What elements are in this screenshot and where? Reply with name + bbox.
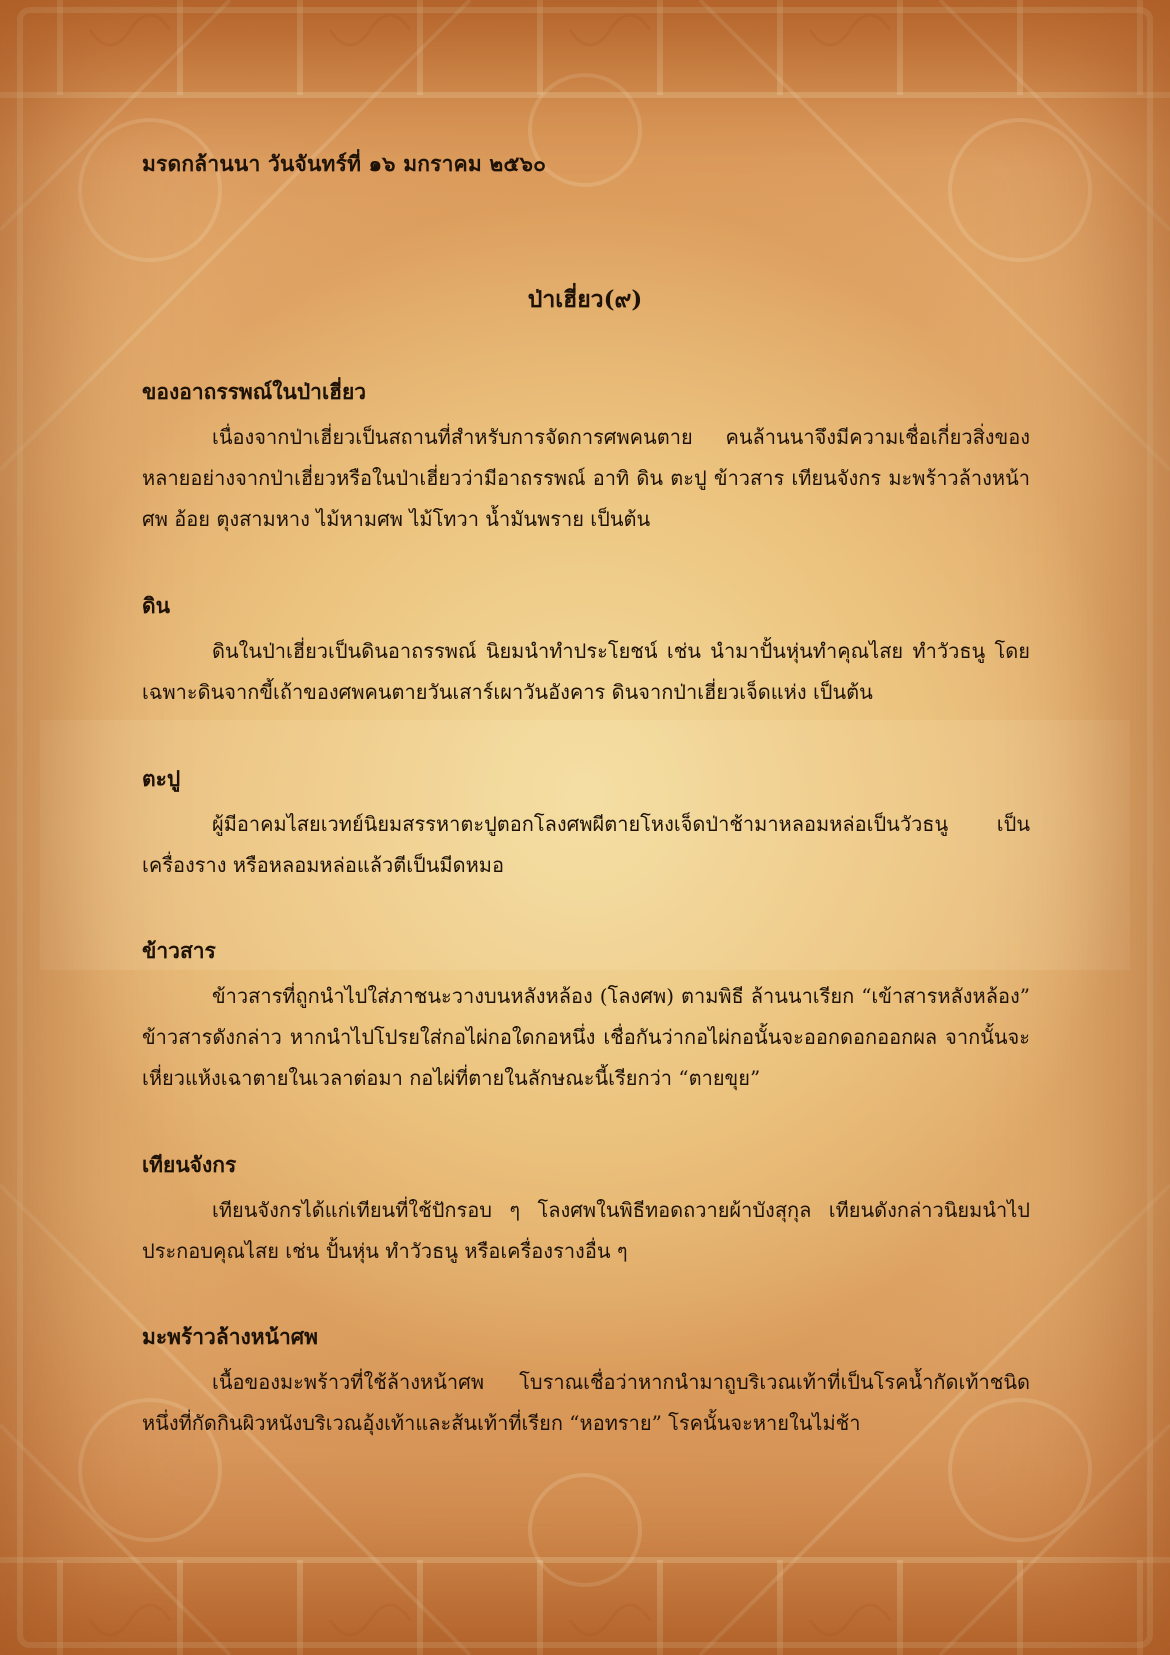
section-nail — [142, 764, 1030, 886]
section-body: ผู้มีอาคมไสยเวทย์นิยมสรรหาตะปูตอกโลงศพผีตายโหงเจ็ดป่าช้ามาหลอมหล่อเป็นวัวธนู เป็นเครื่องราง หรือหลอมหล่อแล้วตีเป็นมีดหมอ — [142, 812, 1030, 877]
section-heading: ดิน — [142, 593, 170, 618]
section-body: ข้าวสารที่ถูกนำไปใส่ภาชนะวางบนหลังหล้อง (โลงศพ) ตามพิธี ล้านนาเรียก “เข้าสารหลังหล้อง” ข้าวสารดังกล่าว หากนำไปโปรยใส่กอไผ่กอใดกอหนึ่ง เชื่อกันว่ากอไผ่กอนั้นจะออกดอกออกผล จากนั้นจะเหี่ยวแห้งเฉาตายในเวลาต่อมา กอไผ่ที่ตายในลักษณะนี้เรียกว่า “ตายขุย” — [142, 984, 1030, 1090]
header-date-line: มรดกล้านนา วันจันทร์ที่ ๑๖ มกราคม ๒๕๖๐ — [142, 151, 547, 176]
section-heading: มะพร้าวล้างหน้าศพ — [142, 1324, 318, 1349]
section-body: เนื่องจากป่าเฮี่ยวเป็นสถานที่สำหรับการจัดการศพคนตาย คนล้านนาจึงมีความเชื่อเกี่ยวสิ่งของหลายอย่างจากป่าเฮี่ยวหรือในป่าเฮี่ยวว่ามีอาถรรพณ์ อาทิ ดิน ตะปู ข้าวสาร เทียนจังกร มะพร้าวล้างหน้าศพ อ้อย ตุงสามหาง ไม้หามศพ ไม้โทวา น้ำมันพราย เป็นต้น — [142, 425, 1030, 531]
section-candle — [142, 1150, 1030, 1272]
section-soil — [142, 591, 1030, 713]
section-heading: ตะปู — [142, 766, 181, 791]
section-heading: ข้าวสาร — [142, 938, 216, 963]
section-coconut — [142, 1322, 1030, 1444]
section-cursed-items — [142, 377, 1030, 540]
section-heading: ของอาถรรพณ์ในป่าเฮี่ยว — [142, 379, 367, 404]
section-body: ดินในป่าเฮี่ยวเป็นดินอาถรรพณ์ นิยมนำทำประโยชน์ เช่น นำมาปั้นหุ่นทำคุณไสย ทำวัวธนู โดยเฉพาะดินจากขี้เถ้าของศพคนตายวันเสาร์เผาวันอังคาร ดินจากป่าเฮี่ยวเจ็ดแห่ง เป็นต้น — [142, 639, 1030, 704]
document-title: ป่าเฮี่ยว(๙) — [527, 286, 643, 313]
section-heading: เทียนจังกร — [142, 1152, 237, 1177]
section-body: เทียนจังกรได้แก่เทียนที่ใช้ปักรอบ ๆ โลงศพในพิธีทอดถวายผ้าบังสุกุล เทียนดังกล่าวนิยมนำไปประกอบคุณไสย เช่น ปั้นหุ่น ทำวัวธนู หรือเครื่องรางอื่น ๆ — [142, 1198, 1030, 1263]
section-rice — [142, 936, 1030, 1099]
section-body: เนื้อของมะพร้าวที่ใช้ล้างหน้าศพ โบราณเชื่อว่าหากนำมาถูบริเวณเท้าที่เป็นโรคน้ำกัดเท้าชนิดหนึ่งที่กัดกินผิวหนังบริเวณอุ้งเท้าและส้นเท้าที่เรียก “หอทราย” โรคนั้นจะหายในไม่ช้า — [142, 1370, 1030, 1435]
